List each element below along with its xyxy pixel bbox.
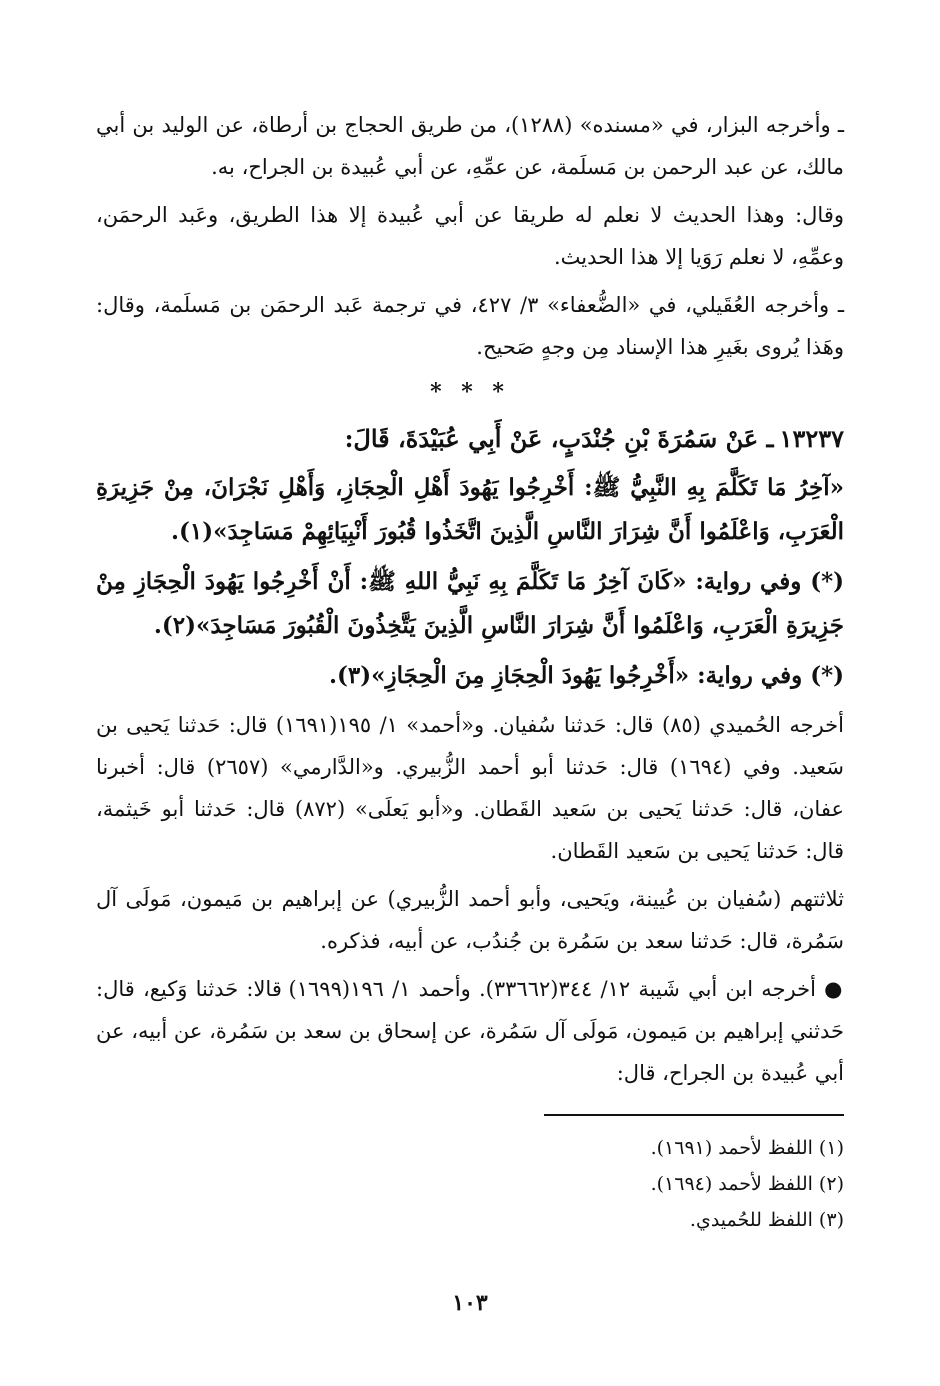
paragraph-uqayli: ـ وأخرجه العُقَيلي، في «الضُّعفاء» ٣/ ٤٢٧، في ترجمة عَبد الرحمَن بن مَسلَمة، وقال: وهَذا يُروى بغَيرِ هذا الإسناد مِن وجهٍ صَحيح. [96, 293, 844, 359]
section-separator: * * * [430, 379, 510, 405]
paragraph-bazzar-comment: وقال: وهذا الحديث لا نعلم له طريقا عن أبي عُبيدة إلا هذا الطريق، وعَبد الرحمَن، وعمِّهِ، لا نعلم رَوَيا إلا هذا الحديث. [96, 203, 844, 269]
hadith-isnad: ـ عَنْ سَمُرَةَ بْنِ جُنْدَبٍ، عَنْ أَبِي عُبَيْدَةَ، قَالَ: [344, 424, 774, 453]
hadith-matn: «آخِرُ مَا تَكَلَّمَ بِهِ النَّبِيُّ ﷺ: أَخْرِجُوا يَهُودَ أَهْلِ الْحِجَازِ، وَأَهْلِ نَجْرَانَ، مِنْ جَزِيرَةِ الْعَرَبِ، وَاعْلَمُوا أَنَّ شِرَارَ النَّاسِ الَّذِينَ اتَّخَذُوا قُبُورَ أَنْبِيَائِهِمْ مَسَاجِدَ»(١). [96, 474, 844, 545]
hadith-number: ١٣٢٣٧ [779, 424, 844, 453]
footnote-3: (٣) اللفظ للحُميدي. [689, 1209, 844, 1231]
footnote-1: (١) اللفظ لأحمد (١٦٩١). [650, 1137, 844, 1159]
takhrij-paragraph-2: ثلاثتهم (سُفيان بن عُيينة، ويَحيى، وأبو أحمد الزُّبيري) عن إبراهيم بن مَيمون، مَولَى آل سَمُرة، قال: حَدثنا سعد بن سَمُرة بن جُندُب، عن أبيه، فذكره. [96, 887, 844, 953]
page-number: ١٠٣ [452, 1290, 488, 1316]
hadith-riwaya-2: (*) وفي رواية: «أَخْرِجُوا يَهُودَ الْحِجَازِ مِنَ الْحِجَازِ»(٣). [329, 662, 844, 689]
footnote-divider [544, 1114, 844, 1116]
footnote-2: (٢) اللفظ لأحمد (١٦٩٤). [650, 1173, 844, 1195]
takhrij-paragraph-1: أخرجه الحُميدي (٨٥) قال: حَدثنا سُفيان. و«أحمد» ١/ ١٩٥(١٦٩١) قال: حَدثنا يَحيى بن سَعيد. وفي (١٦٩٤) قال: حَدثنا أبو أحمد الزُّبيري. و«الدَّارمي» (٢٦٥٧) قال: أخبرنا عفان، قال: حَدثنا يَحيى بن سَعيد القَطان. و«أبو يَعلَى» (٨٧٢) قال: حَدثنا أبو خَيثمة، قال: حَدثنا يَحيى بن سَعيد القَطان. [96, 713, 845, 863]
hadith-heading [96, 416, 844, 462]
paragraph-bazzar: ـ وأخرجه البزار، في «مسنده» (١٢٨٨)، من طريق الحجاج بن أرطاة، عن الوليد بن أبي مالك، عن عبد الرحمن بن مَسلَمة، عن عمِّهِ، عن أبي عُبيدة بن الجراح، به. [96, 113, 844, 179]
takhrij-paragraph-3: ● أخرجه ابن أبي شَيبة ١٢/ ٣٤٤(٣٣٦٦٢). وأحمد ١/ ١٩٦(١٦٩٩) قالا: حَدثنا وَكيع، قال: حَدثني إبراهيم بن مَيمون، مَولَى آل سَمُرة، عن إسحاق بن سعد بن سَمُرة، عن أبيه، عن أبي عُبيدة بن الجراح، قال: [96, 977, 844, 1085]
hadith-riwaya-1: (*) وفي رواية: «كَانَ آخِرُ مَا تَكَلَّمَ بِهِ نَبِيُّ اللهِ ﷺ: أَنْ أَخْرِجُوا يَهُودَ الْحِجَازِ مِنْ جَزِيرَةِ الْعَرَبِ، وَاعْلَمُوا أَنَّ شِرَارَ النَّاسِ الَّذِينَ يَتَّخِذُونَ الْقُبُورَ مَسَاجِدَ»(٢). [96, 568, 844, 639]
